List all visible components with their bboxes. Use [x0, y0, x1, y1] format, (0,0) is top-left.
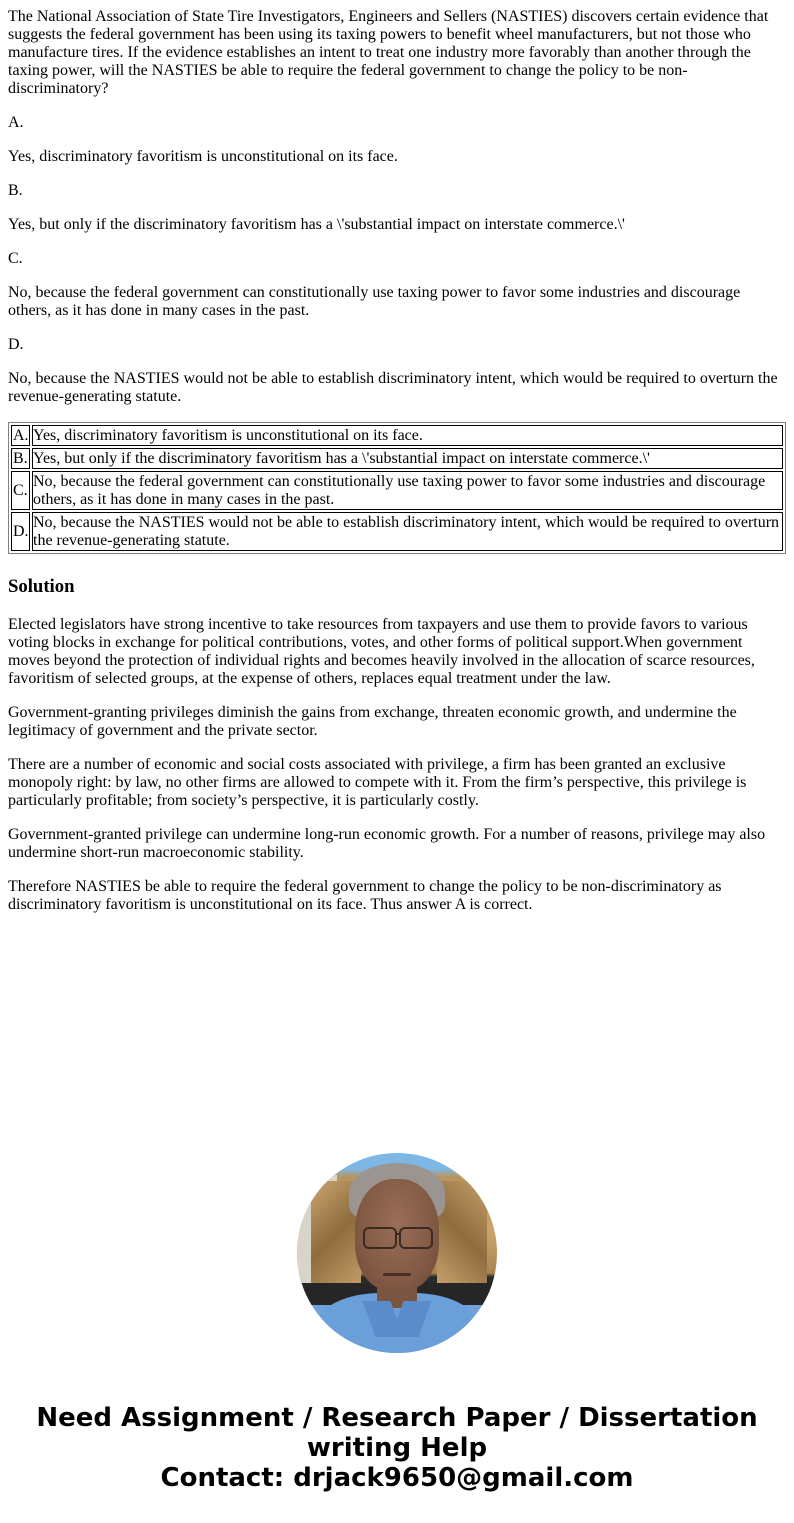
option-a-letter: A. — [8, 114, 24, 131]
table-row — [11, 448, 783, 469]
option-letter-cell: C. — [11, 471, 30, 510]
solution-heading: Solution — [8, 576, 75, 597]
contact-banner — [0, 1403, 794, 1493]
option-letter-cell: B. — [11, 448, 30, 469]
mouth — [383, 1273, 411, 1276]
solution-paragraph: Government-granting privileges diminish the gains from exchange, threaten economic growth, and undermine the legitimacy of government and the private sector. — [8, 704, 737, 739]
option-d-letter: D. — [8, 336, 24, 353]
option-c-letter: C. — [8, 250, 23, 267]
solution-paragraph: Therefore NASTIES be able to require the federal government to change the policy to be non-discriminatory as discriminatory favoritism is unconstitutional on its face. Thus answer A is correct. — [8, 878, 722, 913]
table-row — [11, 512, 783, 551]
glasses-icon — [363, 1227, 397, 1249]
option-text-cell: Yes, discriminatory favoritism is unconstitutional on its face. — [32, 425, 783, 446]
option-c-text: No, because the federal government can constitutionally use taxing power to favor some industries and discourage others, as it has done in many cases in the past. — [8, 284, 741, 319]
banner-line-2: writing Help — [306, 1433, 488, 1463]
solution-paragraph: Government-granted privilege can undermine long-run economic growth. For a number of reasons, privilege may also undermine short-run macroeconomic stability. — [8, 826, 766, 861]
option-letter-cell: A. — [13, 427, 29, 444]
options-table — [8, 422, 786, 554]
table-row — [11, 471, 783, 510]
option-text-cell: No, because the federal government can constitutionally use taxing power to favor some industries and discourage others, as it has done in many cases in the past. — [32, 471, 783, 510]
option-letter-cell: D. — [11, 512, 30, 551]
option-text-cell: No, because the NASTIES would not be able to establish discriminatory intent, which would be required to overturn the revenue-generating statute. — [32, 512, 783, 551]
option-a-text: Yes, discriminatory favoritism is unconstitutional on its face. — [8, 148, 398, 165]
glasses-bridge — [395, 1233, 401, 1235]
banner-contact-email: Contact: drjack9650@gmail.com — [160, 1463, 634, 1493]
profile-photo — [297, 1153, 497, 1353]
table-row — [11, 425, 783, 446]
question-text: The National Association of State Tire Investigators, Engineers and Sellers (NASTIES) discovers certain evidence that suggests the federal government has been using its taxing powers to benefit wheel manufacturers, but not those who manufacture tires. If the evidence establishes an intent to treat one industry more favorably than another through the taxing power, will the NASTIES be able to require the federal government to change the policy to be non-discriminatory? — [8, 8, 769, 97]
solution-paragraph: There are a number of economic and social costs associated with privilege, a firm has been granted an exclusive monopoly right: by law, no other firms are allowed to compete with it. From the firm’s perspective, this privilege is particularly profitable; from society’s perspective, it is particularly costly. — [8, 756, 747, 809]
banner-line-1: Need Assignment / Research Paper / Dissertation — [36, 1403, 758, 1433]
solution-paragraph: Elected legislators have strong incentive to take resources from taxpayers and use them to provide favors to various voting blocks in exchange for political contributions, votes, and other forms of political support.When government moves beyond the protection of individual rights and becomes heavily involved in the allocation of scarce resources, favoritism of selected groups, at the expense of others, replaces equal treatment under the law. — [8, 616, 755, 687]
option-b-text: Yes, but only if the discriminatory favoritism has a \'substantial impact on interstate commerce.\' — [8, 216, 625, 233]
option-b-letter: B. — [8, 182, 23, 199]
option-d-text: No, because the NASTIES would not be able to establish discriminatory intent, which would be required to overturn the revenue-generating statute. — [8, 370, 778, 405]
option-text-cell: Yes, but only if the discriminatory favoritism has a \'substantial impact on interstate commerce.\' — [32, 448, 783, 469]
glasses-icon — [399, 1227, 433, 1249]
